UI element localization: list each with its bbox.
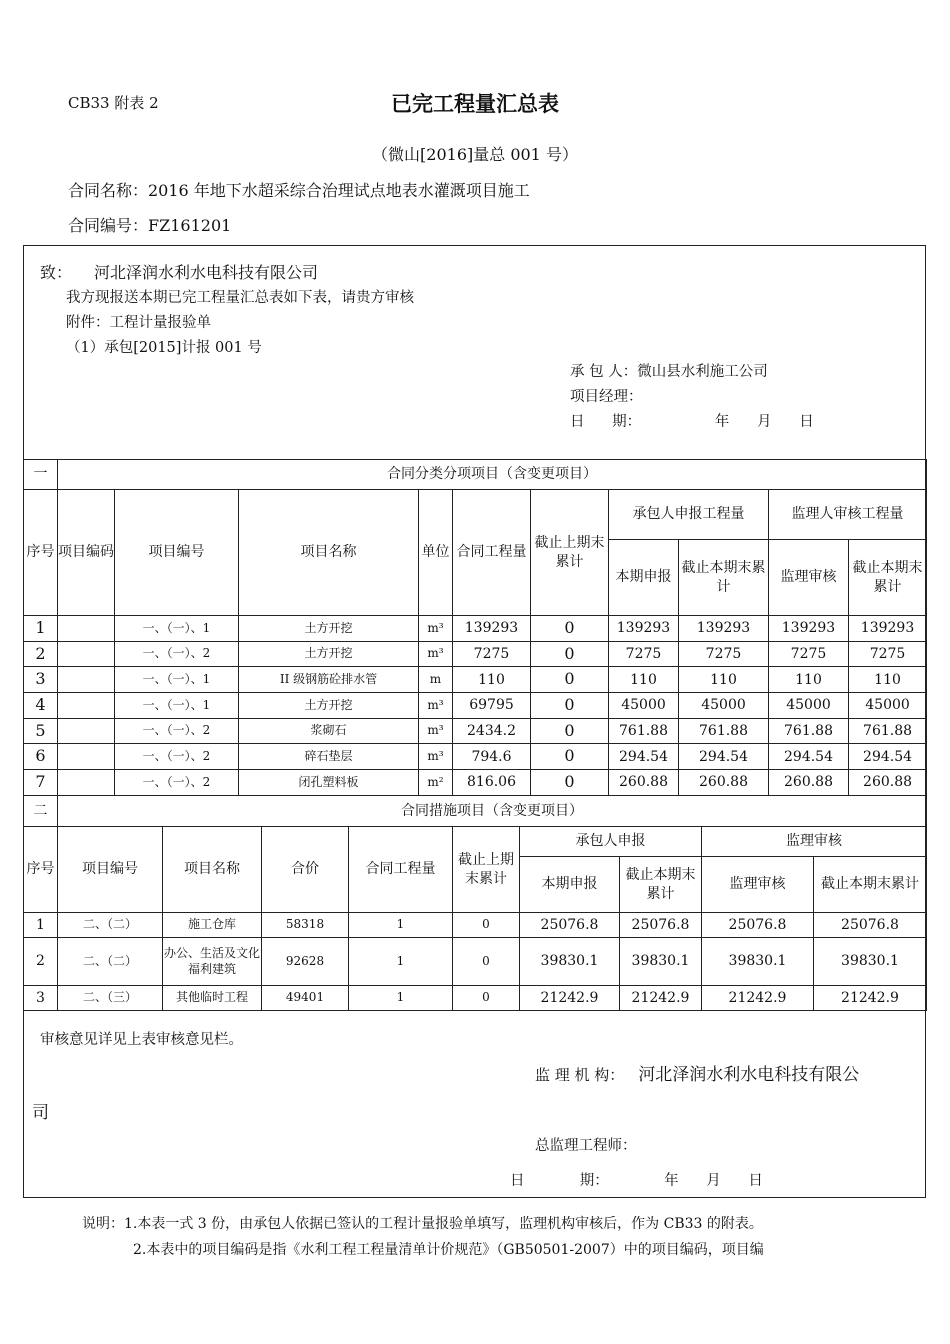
cell-no: 一、（一）、2 xyxy=(115,770,239,796)
document-number: （微山[2016]量总 001 号） xyxy=(372,145,578,164)
cell-c-cur: 139293 xyxy=(609,616,679,642)
recipient-org: 河北泽润水利水电科技有限公司 xyxy=(94,263,319,282)
cell-c-cur: 45000 xyxy=(609,693,679,719)
cell-c-cum: 7275 xyxy=(679,641,769,667)
cell-prev: 0 xyxy=(531,641,609,667)
cell-prev: 0 xyxy=(531,693,609,719)
header-supervisor-cum: 截止本期末累计 xyxy=(849,540,927,616)
contract-name: 合同名称：2016 年地下水超采综合治理试点地表水灌溉项目施工 xyxy=(68,181,530,200)
supervisor-org-wrap: 司 xyxy=(32,1103,49,1123)
cell-seq: 1 xyxy=(24,913,58,938)
supervisor-org: 河北泽润水利水电科技有限公 xyxy=(638,1065,860,1085)
cell-no: 一、（一）、2 xyxy=(115,744,239,770)
cell-seq: 3 xyxy=(24,986,58,1011)
header-contract-qty: 合同工程量 xyxy=(453,490,531,616)
cell-s-cum: 25076.8 xyxy=(814,913,927,938)
cell-c-cum: 21242.9 xyxy=(620,986,702,1011)
header-item-code: 项目编码 xyxy=(58,490,115,616)
header-contractor-cum: 截止本期末累计 xyxy=(679,540,769,616)
cell-name: 施工仓库 xyxy=(163,913,262,938)
cell-price: 58318 xyxy=(262,913,349,938)
cell-no: 二、（二） xyxy=(58,913,163,938)
s2-header-item-no: 项目编号 xyxy=(58,827,163,913)
cell-prev: 0 xyxy=(531,667,609,693)
contractor-date: 日 期： 年 月 日 xyxy=(570,414,814,430)
table-row xyxy=(24,718,927,744)
cell-qty: 139293 xyxy=(453,616,531,642)
cell-s-cum: 260.88 xyxy=(849,770,927,796)
cell-no: 一、（一）、2 xyxy=(115,641,239,667)
cell-unit: m³ xyxy=(419,718,453,744)
cell-c-cur: 260.88 xyxy=(609,770,679,796)
cell-c-cum: 45000 xyxy=(679,693,769,719)
cell-code xyxy=(58,641,115,667)
cell-s-cum: 39830.1 xyxy=(814,938,927,986)
cell-c-cum: 25076.8 xyxy=(620,913,702,938)
cell-qty: 816.06 xyxy=(453,770,531,796)
cell-name: 其他临时工程 xyxy=(163,986,262,1011)
header-item-no: 项目编号 xyxy=(115,490,239,616)
s2-header-contractor-current: 本期申报 xyxy=(520,857,620,913)
cell-seq: 5 xyxy=(24,718,58,744)
cell-name: 土方开挖 xyxy=(239,616,419,642)
contract-code: 合同编号：FZ161201 xyxy=(68,216,232,235)
table-row xyxy=(24,693,927,719)
cell-s-cum: 7275 xyxy=(849,641,927,667)
header-seq: 序号 xyxy=(24,490,58,616)
cell-c-cum: 39830.1 xyxy=(620,938,702,986)
s2-header-prev-cum: 截止上期末累计 xyxy=(453,827,520,913)
s2-header-supervisor-cum: 截止本期末累计 xyxy=(814,857,927,913)
cell-s-cur: 139293 xyxy=(769,616,849,642)
letter-line-3: （1）承包[2015]计报 001 号 xyxy=(66,340,262,356)
cell-s-cur: 45000 xyxy=(769,693,849,719)
cell-s-cum: 21242.9 xyxy=(814,986,927,1011)
cell-prev: 0 xyxy=(531,718,609,744)
cell-c-cum: 139293 xyxy=(679,616,769,642)
cell-code xyxy=(58,667,115,693)
cell-prev: 0 xyxy=(453,913,520,938)
cell-unit: m² xyxy=(419,770,453,796)
table-row xyxy=(24,770,927,796)
cell-prev: 0 xyxy=(531,770,609,796)
cell-seq: 3 xyxy=(24,667,58,693)
section1-index: 一 xyxy=(24,460,58,490)
cell-s-cur: 761.88 xyxy=(769,718,849,744)
cell-c-cur: 110 xyxy=(609,667,679,693)
section2-title: 合同措施项目（含变更项目） xyxy=(58,795,927,826)
cell-s-cur: 294.54 xyxy=(769,744,849,770)
header-supervisor-current: 监理审核 xyxy=(769,540,849,616)
letter-line-1: 我方现报送本期已完工程量汇总表如下表，请贵方审核 xyxy=(66,290,414,306)
cell-no: 二、（二） xyxy=(58,938,163,986)
cell-unit: m³ xyxy=(419,616,453,642)
cell-qty: 69795 xyxy=(453,693,531,719)
cell-prev: 0 xyxy=(453,986,520,1011)
cell-prev: 0 xyxy=(531,744,609,770)
s2-header-price: 合价 xyxy=(262,827,349,913)
cell-unit: m³ xyxy=(419,744,453,770)
cell-prev: 0 xyxy=(531,616,609,642)
section1-table xyxy=(23,459,927,827)
cell-s-cur: 7275 xyxy=(769,641,849,667)
note-1: 说明：1.本表一式 3 份，由承包人依据已签认的工程计量报验单填写，监理机构审核后，作为 CB33 的附表。 xyxy=(82,1216,763,1232)
recipient-line xyxy=(40,260,318,283)
cell-qty: 1 xyxy=(349,986,453,1011)
cell-s-cur: 110 xyxy=(769,667,849,693)
cell-name: 土方开挖 xyxy=(239,641,419,667)
supervisor-org-line xyxy=(535,1060,859,1085)
cell-seq: 7 xyxy=(24,770,58,796)
cell-s-cum: 45000 xyxy=(849,693,927,719)
cell-name: 闭孔塑料板 xyxy=(239,770,419,796)
s2-header-contractor-group: 承包人申报 xyxy=(520,827,702,857)
cell-no: 一、（一）、2 xyxy=(115,718,239,744)
cell-qty: 1 xyxy=(349,913,453,938)
cell-qty: 2434.2 xyxy=(453,718,531,744)
cell-no: 二、（三） xyxy=(58,986,163,1011)
cell-c-cur: 25076.8 xyxy=(520,913,620,938)
cell-qty: 1 xyxy=(349,938,453,986)
cell-seq: 6 xyxy=(24,744,58,770)
cell-seq: 4 xyxy=(24,693,58,719)
cell-price: 49401 xyxy=(262,986,349,1011)
cell-name: 碎石垫层 xyxy=(239,744,419,770)
cell-c-cur: 7275 xyxy=(609,641,679,667)
section2-table xyxy=(23,826,927,1011)
cell-code xyxy=(58,744,115,770)
cell-name: 浆砌石 xyxy=(239,718,419,744)
section1-title: 合同分类分项项目（含变更项目） xyxy=(58,460,927,490)
cell-prev: 0 xyxy=(453,938,520,986)
table-row xyxy=(24,616,927,642)
s2-header-seq: 序号 xyxy=(24,827,58,913)
header-contractor-group: 承包人申报工程量 xyxy=(609,490,769,540)
s2-header-supervisor-group: 监理审核 xyxy=(702,827,927,857)
cell-no: 一、（一）、1 xyxy=(115,667,239,693)
project-manager-signature: 项目经理： xyxy=(570,389,643,405)
header-prev-cum: 截止上期末累计 xyxy=(531,490,609,616)
cell-s-cum: 761.88 xyxy=(849,718,927,744)
chief-engineer-signature: 总监理工程师： xyxy=(535,1138,637,1154)
table-row xyxy=(24,913,927,938)
contractor-signature: 承 包 人：微山县水利施工公司 xyxy=(570,364,768,380)
cell-s-cur: 260.88 xyxy=(769,770,849,796)
s2-header-item-name: 项目名称 xyxy=(163,827,262,913)
cell-s-cum: 139293 xyxy=(849,616,927,642)
cell-seq: 2 xyxy=(24,938,58,986)
cell-code xyxy=(58,616,115,642)
header-contractor-current: 本期申报 xyxy=(609,540,679,616)
table-row xyxy=(24,667,927,693)
cell-c-cur: 294.54 xyxy=(609,744,679,770)
review-date: 日 期： 年 月 日 xyxy=(510,1173,763,1189)
cell-c-cum: 110 xyxy=(679,667,769,693)
cell-c-cum: 761.88 xyxy=(679,718,769,744)
cell-unit: m³ xyxy=(419,693,453,719)
cell-name: 土方开挖 xyxy=(239,693,419,719)
cell-no: 一、（一）、1 xyxy=(115,616,239,642)
cell-seq: 2 xyxy=(24,641,58,667)
cell-unit: m³ xyxy=(419,641,453,667)
s2-header-contract-qty: 合同工程量 xyxy=(349,827,453,913)
cell-seq: 1 xyxy=(24,616,58,642)
cell-c-cur: 21242.9 xyxy=(520,986,620,1011)
table-row xyxy=(24,986,927,1011)
cell-c-cum: 294.54 xyxy=(679,744,769,770)
cell-qty: 110 xyxy=(453,667,531,693)
cell-unit: m xyxy=(419,667,453,693)
section2-index: 二 xyxy=(24,795,58,826)
cell-price: 92628 xyxy=(262,938,349,986)
table-row xyxy=(24,744,927,770)
table-row xyxy=(24,938,927,986)
cell-qty: 794.6 xyxy=(453,744,531,770)
header-item-name: 项目名称 xyxy=(239,490,419,616)
table-row xyxy=(24,641,927,667)
cell-name: II 级钢筋砼排水管 xyxy=(239,667,419,693)
cell-s-cum: 294.54 xyxy=(849,744,927,770)
cell-qty: 7275 xyxy=(453,641,531,667)
note-2: 2.本表中的项目编码是指《水利工程工程量清单计价规范》（GB50501-2007）中的项目编码，项目编 xyxy=(133,1242,764,1258)
s2-header-contractor-cum: 截止本期末累计 xyxy=(620,857,702,913)
cell-name: 办公、生活及文化福利建筑 xyxy=(163,938,262,986)
cell-s-cur: 39830.1 xyxy=(702,938,814,986)
supervisor-label: 监 理 机 构： xyxy=(535,1066,625,1084)
cell-no: 一、（一）、1 xyxy=(115,693,239,719)
s2-header-supervisor-current: 监理审核 xyxy=(702,857,814,913)
form-number: CB33 附表 2 xyxy=(68,94,159,112)
cell-c-cur: 39830.1 xyxy=(520,938,620,986)
header-unit: 单位 xyxy=(419,490,453,616)
cell-s-cur: 25076.8 xyxy=(702,913,814,938)
recipient-label: 致： xyxy=(40,263,73,282)
cell-c-cum: 260.88 xyxy=(679,770,769,796)
cell-s-cum: 110 xyxy=(849,667,927,693)
cell-code xyxy=(58,693,115,719)
cell-code xyxy=(58,770,115,796)
cell-c-cur: 761.88 xyxy=(609,718,679,744)
document-title: 已完工程量汇总表 xyxy=(391,92,559,116)
header-supervisor-group: 监理人审核工程量 xyxy=(769,490,927,540)
cell-s-cur: 21242.9 xyxy=(702,986,814,1011)
review-opinion: 审核意见详见上表审核意见栏。 xyxy=(40,1032,243,1048)
cell-code xyxy=(58,718,115,744)
letter-line-2: 附件：工程计量报验单 xyxy=(66,315,211,331)
